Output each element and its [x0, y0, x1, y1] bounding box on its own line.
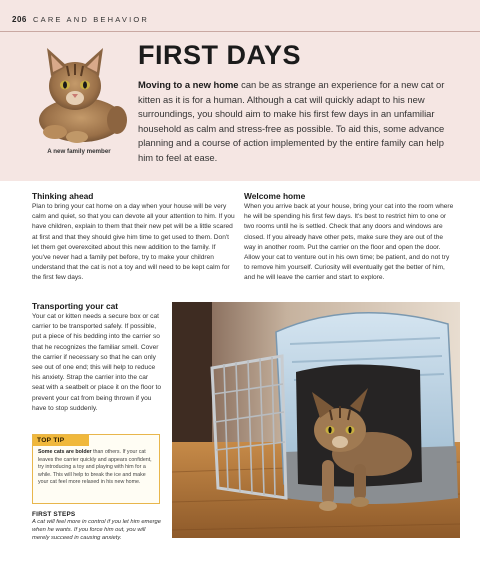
heading-transporting: Transporting your cat [32, 301, 119, 311]
cat-carrier-photo [172, 302, 460, 538]
page-title: FIRST DAYS [138, 40, 302, 70]
top-tip-lead: Some cats are bolder [38, 449, 92, 455]
heading-welcome-home: Welcome home [244, 191, 306, 201]
text-transporting: Your cat or kitten needs a secure box or cat carrier to be transported safely. If possible, put a piece of his bedding into the carrier so that he recognizes the familiar smell. Cover the carrier if necessary so that he can only see out of one end; this will help to reduce his anxiety. Strap the carrier into the car seat with a seatbelt or place it on the floor to prevent your cat from being thrown if you have to stop suddenly. [32, 313, 162, 412]
top-tip-body: than others. If your cat leaves the carrier quickly and appears confident, try introducing a toy and playing with him for a while. This will help to break the ice and make your cat feel more relaxed in his new home. [38, 449, 152, 486]
header-band [0, 0, 480, 181]
page-number: 206 [12, 15, 27, 24]
running-head [0, 12, 480, 32]
top-tip-label: TOP TIP [33, 435, 89, 446]
intro-lead: Moving to a new home [138, 79, 239, 90]
first-steps-caption: A cat will feel more in control if you let him emerge when he wants. If you force him out, you will merely succeed in causing anxiety. [32, 519, 161, 541]
first-steps-heading: FIRST STEPS [32, 511, 76, 518]
intro-text: can be as strange an experience for a new cat or kitten as it is for a human. Although a cat will quickly adapt to his new surroundings, you should aim to make his first few days in an unfamiliar household as calm and stress-free as possible. To aid this, some advance planning and a course of action implemented by the entire family can help him to feel at ease. [138, 79, 445, 163]
intro-paragraph [138, 78, 460, 166]
text-thinking-ahead: Plan to bring your cat home on a day when your house will be very calm and quiet, so that you can devote all your attention to him. If you have children, explain to them that their new pet will be a little scared at first and that they should give him time to get used to them. Don't let them get overexcited about this new addition to the family. If you've never had a family pet before, try to make your children understand that the cat is not a toy and will need to be kept calm for the first few days. [32, 203, 235, 282]
kitten-photo [25, 40, 135, 150]
top-tip-box [32, 434, 160, 504]
photo-caption: A new family member [47, 148, 111, 155]
text-welcome-home: When you arrive back at your house, bring your cat into the room where he will be spending his first few days. It's best to restrict him to one or two rooms until he is settled. Check that any doors and windows are closed. If you already have other pets, make sure they are out of the way in another room. Put the carrier on the floor and open the door. Allow your cat to venture out in his own time; be patient, and do not try to remove him yourself. Curiosity will eventually get the better of him, and he will leave the carrier and start to explore. [244, 203, 454, 282]
section-name: CARE AND BEHAVIOR [33, 15, 150, 24]
heading-thinking-ahead: Thinking ahead [32, 191, 94, 201]
top-tip-text [38, 449, 157, 487]
